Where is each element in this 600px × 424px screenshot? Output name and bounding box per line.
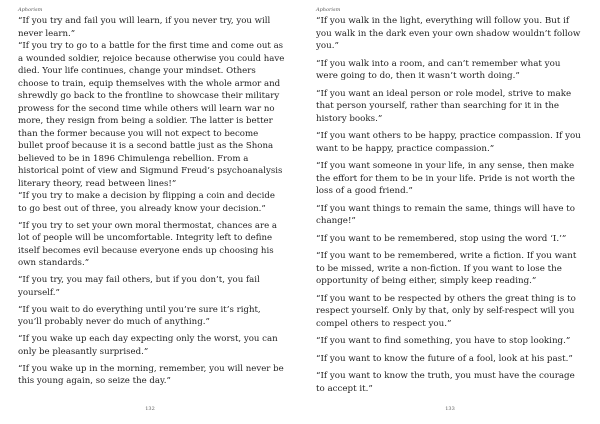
aphorism-paragraph: “If you want things to remain the same, things will have to change!” — [316, 203, 575, 226]
aphorism-paragraph: “If you walk into a room, and can’t remember what you were going to do, then it wasn’t worth doing.” — [316, 58, 561, 81]
aphorism-paragraph: “If you try, you may fail others, but if you don’t, you fail yourself.” — [18, 275, 260, 298]
aphorism-paragraph: “If you want to know the truth, you must have the courage to accept it.” — [316, 371, 575, 394]
page-number: 132 — [145, 406, 155, 412]
aphorism-paragraph: “If you try to go to a battle for the first time and come out as a wounded soldier, rejoice because otherwise you could have died. Your life continues, change your mindset. Others choose to train, equip themselves with the whole armor and shrewdly go back to the frontline to showcase their military prowess for the second time while others will learn war no more, they resign from being a soldier. The latter is better than the former because you will not expect to become bullet proof because it is a second battle just as the Shona believed to be in 1896 Chimulenga rebellion. From a historical point of view and Sigmund Freud’s psychoanalysis literary theory, read between lines!” — [18, 41, 285, 189]
page-body — [316, 15, 584, 395]
aphorism-paragraph: “If you walk in the light, everything will follow you. But if you walk in the dark even your own shadow wouldn’t follow you.” — [316, 16, 581, 51]
aphorism-paragraph: “If you want an ideal person or role model, strive to make that person yourself, rather than searching for it in the history books.” — [316, 88, 572, 124]
aphorism-paragraph: “If you wait to do everything until you’re sure it’s right, you’ll probably never do much of anything.” — [18, 304, 261, 327]
page-body — [18, 15, 286, 388]
aphorism-paragraph: “If you want to be remembered, stop using the word ‘I.’” — [316, 233, 567, 244]
aphorism-paragraph: “If you want to be remembered, write a fiction. If you want to be missed, write a non-fiction. If you want to lose the opportunity of being either, simply keep reading.” — [316, 251, 577, 286]
aphorism-paragraph: “If you try and fail you will learn, if you never try, you will never learn.” — [18, 16, 271, 39]
running-header: Aphorism — [18, 7, 43, 13]
right-page — [300, 0, 600, 424]
aphorism-paragraph: “If you want others to be happy, practice compassion. If you want to be happy, practice compassion.” — [316, 131, 581, 154]
page-number: 133 — [445, 406, 455, 412]
aphorism-paragraph: “If you try to set your own moral thermostat, chances are a lot of people will be uncomfortable. Integrity left to define itself becomes evil because everyone ends up choosing his own standards.” — [18, 220, 278, 268]
aphorism-paragraph: “If you want someone in your life, in any sense, then make the effort for them to be in your life. Pride is not worth the loss of a good friend.” — [316, 161, 575, 196]
aphorism-paragraph: “If you wake up in the morning, remember, you will never be this young again, so seize the day.” — [18, 363, 284, 386]
aphorism-paragraph: “If you wake up each day expecting only the worst, you can only be pleasantly surprised.” — [18, 334, 278, 357]
aphorism-paragraph: “If you want to know the future of a fool, look at his past.” — [316, 353, 573, 364]
aphorism-paragraph: “If you want to be respected by others the great thing is to respect yourself. Only by that, only by self-respect will you compel others to respect you.” — [316, 293, 576, 329]
running-header: Aphorism — [316, 7, 341, 13]
aphorism-paragraph: “If you try to make a decision by flipping a coin and decide to go best out of three, you already know your decision.” — [18, 191, 275, 214]
aphorism-paragraph: “If you want to find something, you have to stop looking.” — [316, 336, 571, 346]
